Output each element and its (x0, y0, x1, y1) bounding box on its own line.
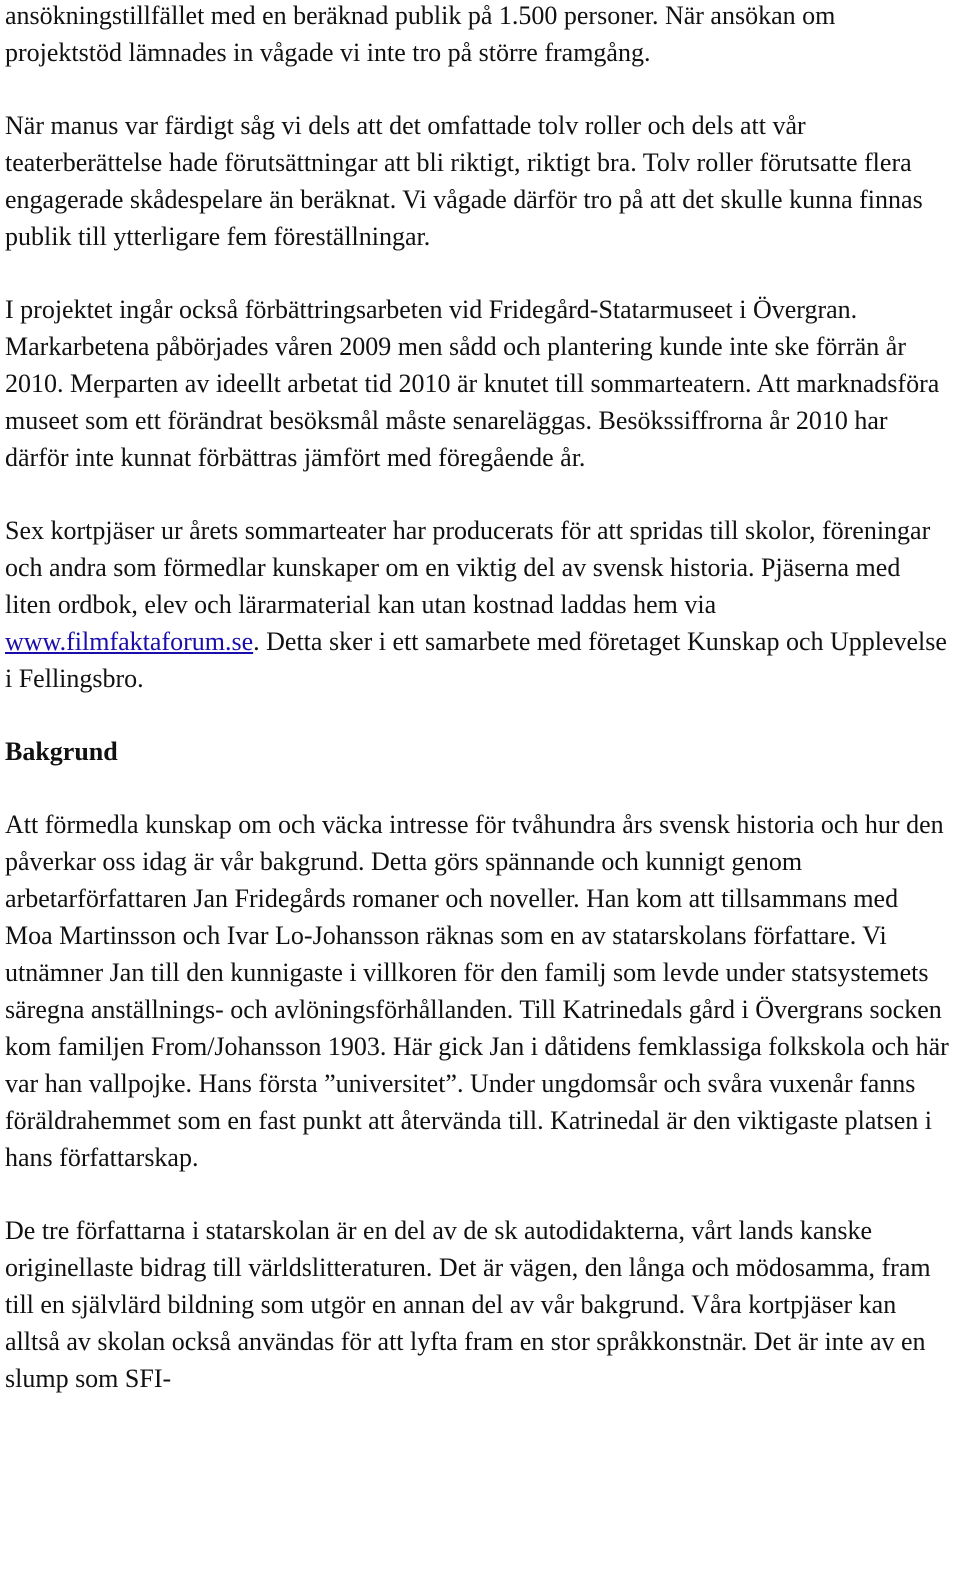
paragraph-short-plays-text-before: Sex kortpjäser ur årets sommarteater har producerats för att spridas till skolor, föreningar och andra som förmedlar kunskaper om en viktig del av svensk historia. Pjäserna med liten ordbok, elev och lärarmaterial kan utan kostnad laddas hem via (5, 516, 931, 619)
paragraph-short-plays (5, 512, 950, 697)
document-body (5, 0, 950, 1397)
paragraph-short-plays-text-after: . Detta sker i ett samarbete med företaget Kunskap och Upplevelse i Fellingsbro. (5, 627, 947, 693)
paragraph-application: ansökningstillfället med en beräknad publik på 1.500 personer. När ansökan om projektstöd lämnades in vågade vi inte tro på större framgång. (5, 1, 836, 67)
paragraph-script: När manus var färdigt såg vi dels att det omfattade tolv roller och dels att vår teaterberättelse hade förutsättningar att bli riktigt, riktigt bra. Tolv roller förutsatte flera engagerade skådespelare än beräknat. Vi vågade därför tro på att det skulle kunna finnas publik till ytterligare fem föreställningar. (5, 111, 923, 251)
paragraph-background: Att förmedla kunskap om och väcka intresse för tvåhundra års svensk historia och hur den påverkar oss idag är vår bakgrund. Detta görs spännande och kunnigt genom arbetarförfattaren Jan Fridegårds romaner och noveller. Han kom att tillsammans med Moa Martinsson och Ivar Lo-Johansson räknas som en av statarskolans författare. Vi utnämner Jan till den kunnigaste i villkoren för den familj som levde under statsystemets säregna anställnings- och avlöningsförhållanden. Till Katrinedals gård i Övergrans socken kom familjen From/Johansson 1903. Här gick Jan i dåtidens femklassiga folkskola och här var han vallpojke. Hans första ”universitet”. Under ungdomsår och svåra vuxenår fanns föräldrahemmet som en fast punkt att återvända till. Katrinedal är den viktigaste platsen i hans författarskap. (5, 810, 949, 1172)
paragraph-museum: I projektet ingår också förbättringsarbeten vid Fridegård-Statarmuseet i Övergran. Markarbetena påbörjades våren 2009 men sådd och plantering kunde inte ske förrän år 2010. Merparten av ideellt arbetat tid 2010 är knutet till sommarteatern. Att marknadsföra museet som ett förändrat besöksmål måste senareläggas. Besökssiffrorna år 2010 har därför inte kunnat förbättras jämfört med föregående år. (5, 295, 940, 472)
filmfaktaforum-link[interactable]: www.filmfaktaforum.se (5, 627, 254, 656)
section-heading-bakgrund: Bakgrund (5, 737, 118, 766)
paragraph-authors: De tre författarna i statarskolan är en del av de sk autodidakterna, vårt lands kanske originellaste bidrag till världslitteraturen. Det är vägen, den långa och mödosamma, fram till en självlärd bildning som utgör en annan del av vår bakgrund. Våra kortpjäser kan alltså av skolan också användas för att lyfta fram en stor språkkonstnär. Det är inte av en slump som SFI- (5, 1216, 931, 1393)
